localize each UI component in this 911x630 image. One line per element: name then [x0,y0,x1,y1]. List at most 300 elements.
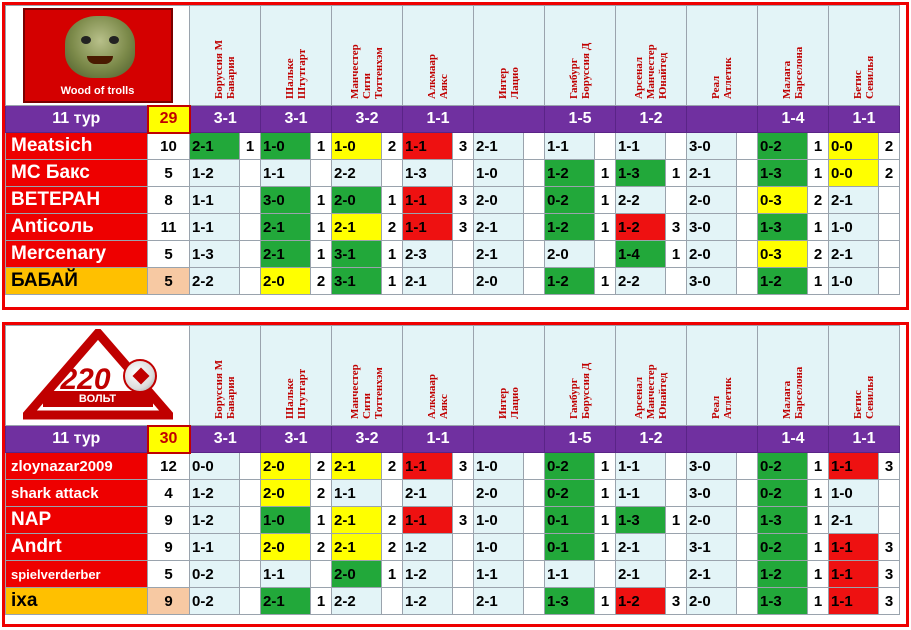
points-cell: 1 [311,187,332,214]
player-row [6,480,900,507]
points-cell [524,480,545,507]
points-cell [666,268,687,295]
points-cell [524,453,545,480]
team-panel-wood-of-trolls [2,2,909,310]
match-header-cell [545,326,616,426]
points-cell: 3 [453,453,474,480]
points-cell [453,561,474,588]
points-cell: 3 [666,214,687,241]
points-cell [595,241,616,268]
match-header-cell [261,326,332,426]
prediction-cell: 1-1 [829,453,879,480]
prediction-cell: 3-0 [261,187,311,214]
match-name: Алкмаар Аякс [426,374,450,419]
points-cell [737,561,758,588]
points-cell: 1 [595,160,616,187]
points-cell [453,268,474,295]
match-result: 1-2 [616,426,687,453]
points-cell: 1 [595,453,616,480]
prediction-cell: 1-2 [616,214,666,241]
points-cell: 2 [808,241,829,268]
prediction-cell: 1-1 [829,588,879,615]
prediction-cell: 0-2 [758,133,808,160]
prediction-cell: 1-2 [190,507,240,534]
points-cell [737,588,758,615]
points-cell [595,133,616,160]
prediction-cell: 1-2 [758,268,808,295]
prediction-cell: 2-1 [332,507,382,534]
team-panel-220-volt [2,322,909,627]
prediction-cell: 2-1 [332,214,382,241]
tour-label: 11 тур [6,106,148,133]
points-cell [382,588,403,615]
match-result: 1-4 [758,426,829,453]
points-cell [240,160,261,187]
points-cell [879,507,900,534]
match-name: Манчестер Сити Тоттенхэм [349,364,385,419]
player-name: zloynazar2009 [6,453,148,480]
prediction-cell: 0-0 [190,453,240,480]
prediction-cell: 2-1 [332,453,382,480]
points-cell: 1 [808,268,829,295]
points-cell: 3 [453,187,474,214]
match-header-cell [474,6,545,106]
match-result: 1-5 [545,426,616,453]
standings-table [5,325,900,615]
match-result [474,106,545,133]
prediction-cell: 1-2 [190,480,240,507]
points-cell [240,480,261,507]
points-cell: 2 [382,534,403,561]
match-result: 1-4 [758,106,829,133]
player-name: Anticoль [6,214,148,241]
match-result: 1-1 [403,426,474,453]
prediction-cell: 1-1 [545,133,595,160]
prediction-cell: 1-2 [403,561,453,588]
match-header-cell [829,6,900,106]
prediction-cell: 1-1 [403,133,453,160]
player-row [6,241,900,268]
prediction-cell: 2-1 [829,187,879,214]
prediction-cell: 1-1 [403,507,453,534]
points-cell: 2 [879,160,900,187]
troll-logo-image [23,8,173,103]
volt-logo-image [23,329,173,421]
prediction-cell: 1-1 [190,187,240,214]
prediction-cell: 1-1 [190,214,240,241]
player-name: БАБАЙ [6,268,148,295]
points-cell: 1 [595,214,616,241]
player-name: Andrt [6,534,148,561]
points-cell [524,268,545,295]
points-cell: 2 [311,453,332,480]
prediction-cell: 0-2 [758,534,808,561]
match-result: 3-2 [332,106,403,133]
prediction-cell: 2-1 [829,507,879,534]
match-header-cell [687,326,758,426]
prediction-cell: 1-3 [403,160,453,187]
points-cell: 2 [311,480,332,507]
prediction-cell: 3-1 [687,534,737,561]
prediction-cell: 1-1 [261,561,311,588]
prediction-cell: 0-1 [545,507,595,534]
points-cell [737,133,758,160]
tour-label: 11 тур [6,426,148,453]
points-cell [737,160,758,187]
match-name: Гамбург Боруссия Д [568,42,592,99]
points-cell [737,507,758,534]
player-row [6,561,900,588]
prediction-cell: 0-2 [545,187,595,214]
prediction-cell: 2-0 [687,588,737,615]
match-header-cell [616,326,687,426]
prediction-cell: 2-0 [474,480,524,507]
prediction-cell: 1-3 [758,507,808,534]
match-name: Бетис Севилья [852,55,876,99]
points-cell: 2 [879,133,900,160]
points-cell: 1 [808,453,829,480]
points-cell [737,480,758,507]
points-cell [666,561,687,588]
prediction-cell: 2-1 [474,241,524,268]
prediction-cell: 2-0 [332,561,382,588]
prediction-cell: 1-0 [332,133,382,160]
prediction-cell: 1-0 [474,534,524,561]
points-cell: 2 [311,268,332,295]
prediction-cell: 2-0 [261,480,311,507]
match-result: 3-1 [261,106,332,133]
prediction-cell: 1-2 [616,588,666,615]
prediction-cell: 3-0 [687,480,737,507]
points-cell: 1 [311,507,332,534]
points-cell [737,268,758,295]
standings-table [5,5,900,295]
points-cell: 1 [595,187,616,214]
match-name: Алкмаар Аякс [426,54,450,99]
prediction-cell: 1-2 [545,160,595,187]
match-header-cell [190,6,261,106]
prediction-cell: 0-0 [829,133,879,160]
prediction-cell: 1-1 [332,480,382,507]
player-total: 11 [148,214,190,241]
player-name: spielverderber [6,561,148,588]
match-header-cell [545,6,616,106]
points-cell: 3 [453,214,474,241]
points-cell: 1 [595,534,616,561]
prediction-cell: 1-1 [474,561,524,588]
match-name: Боруссия М Бавария [213,39,237,99]
points-cell [453,588,474,615]
prediction-cell: 1-4 [616,241,666,268]
tour-row [6,106,900,133]
player-name: Meatsich [6,133,148,160]
prediction-cell: 2-1 [261,588,311,615]
points-cell [737,534,758,561]
player-row [6,534,900,561]
prediction-cell: 2-1 [474,588,524,615]
match-result [687,106,758,133]
player-name: ixa [6,588,148,615]
prediction-cell: 3-0 [687,214,737,241]
prediction-cell: 1-2 [545,214,595,241]
prediction-cell: 1-1 [829,534,879,561]
match-header-cell [190,326,261,426]
player-total: 12 [148,453,190,480]
prediction-cell: 0-2 [545,480,595,507]
prediction-cell: 2-1 [616,534,666,561]
prediction-cell: 1-1 [616,133,666,160]
points-cell [737,241,758,268]
points-cell [737,214,758,241]
points-cell: 1 [240,133,261,160]
troll-face-icon [65,16,135,78]
points-cell [311,561,332,588]
prediction-cell: 1-1 [190,534,240,561]
points-cell [879,241,900,268]
match-name: Арсенал Манчестер Юнайтед [633,364,669,419]
points-cell: 1 [382,561,403,588]
points-cell [524,133,545,160]
player-total: 5 [148,561,190,588]
points-cell: 2 [382,214,403,241]
match-result: 3-1 [190,426,261,453]
points-cell: 1 [382,241,403,268]
match-result: 3-1 [261,426,332,453]
player-name: MC Бакс [6,160,148,187]
points-cell [879,187,900,214]
points-cell [524,588,545,615]
team-logo [6,326,190,426]
points-cell: 1 [311,214,332,241]
points-cell [737,453,758,480]
points-cell [240,214,261,241]
prediction-cell: 1-3 [758,160,808,187]
match-name: Интер Лацио [497,387,521,419]
points-cell [595,561,616,588]
points-cell [524,534,545,561]
points-cell: 1 [808,214,829,241]
player-name: ВЕТЕРАН [6,187,148,214]
points-cell [879,214,900,241]
player-row [6,453,900,480]
points-cell: 1 [808,561,829,588]
points-cell: 1 [311,588,332,615]
match-header-cell [403,326,474,426]
points-cell [879,480,900,507]
match-header-row [6,6,900,106]
team-logo [6,6,190,106]
logo-number: 220 [60,363,111,397]
player-row [6,268,900,295]
points-cell [240,453,261,480]
points-cell: 1 [311,133,332,160]
player-row [6,214,900,241]
prediction-cell: 2-3 [403,241,453,268]
points-cell: 2 [382,133,403,160]
points-cell: 3 [879,561,900,588]
points-cell [453,480,474,507]
match-header-cell [261,6,332,106]
prediction-cell: 1-1 [829,561,879,588]
points-cell: 1 [808,480,829,507]
player-row [6,160,900,187]
match-name: Реал Атлетик [710,377,734,419]
prediction-cell: 1-2 [403,588,453,615]
match-name: Бетис Севилья [852,375,876,419]
prediction-cell: 1-1 [545,561,595,588]
points-cell [382,160,403,187]
points-cell: 3 [879,588,900,615]
prediction-cell: 1-3 [190,241,240,268]
match-result: 3-2 [332,426,403,453]
prediction-cell: 2-2 [616,268,666,295]
prediction-cell: 1-0 [474,160,524,187]
prediction-cell: 1-0 [829,268,879,295]
prediction-cell: 0-2 [190,561,240,588]
prediction-cell: 3-0 [687,453,737,480]
prediction-cell: 1-3 [616,507,666,534]
player-total: 9 [148,588,190,615]
prediction-cell: 2-0 [687,241,737,268]
player-row [6,588,900,615]
points-cell [240,268,261,295]
prediction-cell: 1-2 [403,534,453,561]
prediction-cell: 0-3 [758,187,808,214]
prediction-cell: 3-0 [687,268,737,295]
points-cell [240,241,261,268]
prediction-cell: 2-0 [332,187,382,214]
prediction-cell: 2-1 [261,214,311,241]
match-name: Арсенал Манчестер Юнайтед [633,44,669,99]
prediction-cell: 2-0 [474,187,524,214]
points-cell: 3 [879,534,900,561]
prediction-cell: 2-0 [261,268,311,295]
points-cell [382,480,403,507]
points-cell [453,241,474,268]
points-cell [666,534,687,561]
prediction-cell: 1-1 [403,453,453,480]
player-total: 9 [148,534,190,561]
points-cell: 2 [808,187,829,214]
points-cell [879,268,900,295]
points-cell [311,160,332,187]
points-cell: 2 [382,453,403,480]
points-cell: 2 [382,507,403,534]
prediction-cell: 1-3 [545,588,595,615]
prediction-cell: 2-1 [474,133,524,160]
match-name: Манчестер Сити Тоттенхэм [349,44,385,99]
prediction-cell: 1-0 [829,214,879,241]
points-cell [453,160,474,187]
prediction-cell: 1-3 [758,588,808,615]
points-cell: 1 [808,133,829,160]
prediction-cell: 2-2 [332,588,382,615]
prediction-cell: 2-1 [190,133,240,160]
points-cell [666,187,687,214]
player-total: 5 [148,241,190,268]
prediction-cell: 1-0 [261,507,311,534]
prediction-cell: 2-1 [403,268,453,295]
points-cell [240,187,261,214]
prediction-cell: 0-2 [758,453,808,480]
match-header-cell [758,326,829,426]
player-row [6,187,900,214]
points-cell [737,187,758,214]
prediction-cell: 0-2 [190,588,240,615]
team-score: 29 [148,106,190,133]
prediction-cell: 0-2 [545,453,595,480]
points-cell: 1 [311,241,332,268]
prediction-cell: 1-3 [758,214,808,241]
points-cell [524,507,545,534]
points-cell [524,561,545,588]
prediction-cell: 2-2 [332,160,382,187]
prediction-cell: 1-0 [829,480,879,507]
points-cell: 2 [311,534,332,561]
points-cell: 1 [666,241,687,268]
prediction-cell: 1-1 [261,160,311,187]
points-cell [666,453,687,480]
player-row [6,133,900,160]
match-name: Боруссия М Бавария [213,359,237,419]
points-cell: 1 [595,268,616,295]
prediction-cell: 2-0 [545,241,595,268]
match-name: Шальке Штутгарт [284,48,308,99]
prediction-cell: 2-0 [687,187,737,214]
points-cell [524,241,545,268]
points-cell: 1 [808,588,829,615]
match-result [687,426,758,453]
prediction-cell: 0-0 [829,160,879,187]
prediction-cell: 2-0 [687,507,737,534]
prediction-cell: 1-2 [758,561,808,588]
prediction-cell: 2-2 [616,187,666,214]
match-result: 1-1 [403,106,474,133]
match-name: Интер Лацио [497,67,521,99]
prediction-cell: 2-1 [687,561,737,588]
prediction-cell: 1-3 [616,160,666,187]
player-row [6,507,900,534]
match-result [474,426,545,453]
prediction-cell: 2-2 [190,268,240,295]
points-cell [240,561,261,588]
points-cell [524,187,545,214]
prediction-cell: 2-1 [616,561,666,588]
match-result: 1-2 [616,106,687,133]
points-cell: 3 [879,453,900,480]
prediction-cell: 3-0 [687,133,737,160]
prediction-cell: 2-1 [261,241,311,268]
match-result: 3-1 [190,106,261,133]
points-cell [240,534,261,561]
prediction-cell: 2-1 [332,534,382,561]
points-cell: 1 [666,160,687,187]
prediction-cell: 1-1 [616,480,666,507]
player-name: Mercenary [6,241,148,268]
prediction-cell: 1-0 [474,507,524,534]
team-score: 30 [148,426,190,453]
match-header-cell [332,326,403,426]
match-header-cell [829,326,900,426]
match-name: Гамбург Боруссия Д [568,362,592,419]
points-cell [240,507,261,534]
prediction-cell: 2-0 [261,534,311,561]
prediction-cell: 2-1 [829,241,879,268]
prediction-cell: 3-1 [332,268,382,295]
points-cell: 1 [382,187,403,214]
logo-text: ВОЛЬТ [78,393,117,406]
points-cell: 1 [808,507,829,534]
